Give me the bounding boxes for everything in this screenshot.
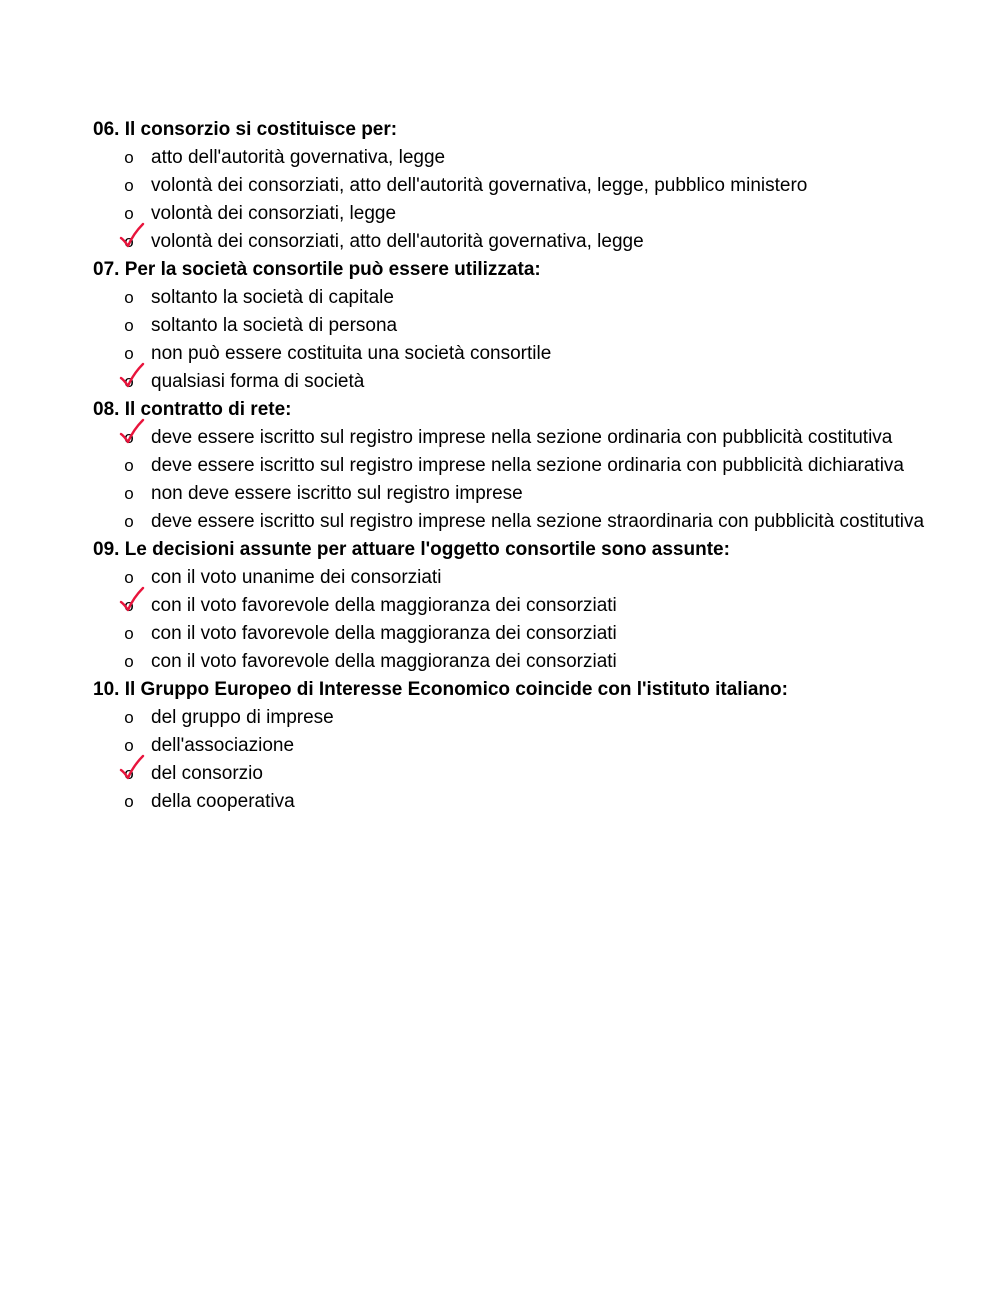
answer-option-text: volontà dei consorziati, atto dell'autorità governativa, legge, pubblico ministero <box>151 175 808 196</box>
red-checkmark-icon <box>119 362 145 390</box>
answer-option <box>93 620 953 648</box>
answer-option <box>93 480 953 508</box>
answer-option-text: con il voto favorevole della maggioranza dei consorziati <box>151 651 617 672</box>
answer-option-text: deve essere iscritto sul registro imprese nella sezione ordinaria con pubblicità dichiarativa <box>151 455 904 476</box>
question-block <box>93 536 953 676</box>
answer-option <box>93 228 953 256</box>
quiz-list <box>93 116 953 816</box>
question-title: 06. Il consorzio si costituisce per: <box>93 119 398 140</box>
question-block <box>93 396 953 536</box>
answer-option-text: della cooperativa <box>151 791 295 812</box>
answer-option <box>93 760 953 788</box>
answer-option <box>93 648 953 676</box>
answer-option-text: soltanto la società di persona <box>151 315 398 336</box>
answer-option-text: non deve essere iscritto sul registro imprese <box>151 483 523 504</box>
answer-option-text: del consorzio <box>151 763 263 784</box>
circle-bullet-icon: o <box>124 484 134 503</box>
answer-option <box>93 368 953 396</box>
circle-bullet-icon: o <box>124 792 134 811</box>
circle-bullet-icon: o <box>124 596 134 615</box>
answer-option-text: atto dell'autorità governativa, legge <box>151 147 446 168</box>
answer-option <box>93 732 953 760</box>
answer-options <box>93 424 953 536</box>
red-checkmark-icon <box>119 754 145 782</box>
answer-option-text: qualsiasi forma di società <box>151 371 365 392</box>
circle-bullet-icon: o <box>124 148 134 167</box>
answer-option-text: dell'associazione <box>151 735 295 756</box>
answer-option <box>93 172 953 200</box>
circle-bullet-icon: o <box>124 288 134 307</box>
answer-option <box>93 704 953 732</box>
circle-bullet-icon: o <box>124 204 134 223</box>
answer-option-text: con il voto unanime dei consorziati <box>151 567 442 588</box>
circle-bullet-icon: o <box>124 624 134 643</box>
answer-option-text: con il voto favorevole della maggioranza dei consorziati <box>151 595 617 616</box>
red-checkmark-icon <box>119 418 145 446</box>
red-checkmark-icon <box>119 222 145 250</box>
question-title: 07. Per la società consortile può essere utilizzata: <box>93 259 541 280</box>
answer-option <box>93 508 953 536</box>
question-title: 09. Le decisioni assunte per attuare l'oggetto consortile sono assunte: <box>93 539 730 560</box>
circle-bullet-icon: o <box>124 372 134 391</box>
answer-option <box>93 788 953 816</box>
answer-option-text: volontà dei consorziati, atto dell'autorità governativa, legge <box>151 231 644 252</box>
question-block <box>93 676 953 816</box>
answer-option-text: deve essere iscritto sul registro imprese nella sezione straordinaria con pubblicità costitutiva <box>151 511 925 532</box>
answer-options <box>93 284 953 396</box>
red-checkmark-icon <box>119 586 145 614</box>
circle-bullet-icon: o <box>124 176 134 195</box>
circle-bullet-icon: o <box>124 456 134 475</box>
answer-option <box>93 144 953 172</box>
circle-bullet-icon: o <box>124 568 134 587</box>
answer-option <box>93 592 953 620</box>
circle-bullet-icon: o <box>124 736 134 755</box>
question-title: 08. Il contratto di rete: <box>93 399 292 420</box>
circle-bullet-icon: o <box>124 652 134 671</box>
answer-options <box>93 144 953 256</box>
answer-option-text: volontà dei consorziati, legge <box>151 203 397 224</box>
answer-option <box>93 424 953 452</box>
question-title: 10. Il Gruppo Europeo di Interesse Economico coincide con l'istituto italiano: <box>93 679 788 700</box>
answer-options <box>93 564 953 676</box>
answer-option-text: con il voto favorevole della maggioranza dei consorziati <box>151 623 617 644</box>
answer-option-text: deve essere iscritto sul registro imprese nella sezione ordinaria con pubblicità costitutiva <box>151 427 893 448</box>
circle-bullet-icon: o <box>124 428 134 447</box>
circle-bullet-icon: o <box>124 764 134 783</box>
circle-bullet-icon: o <box>124 344 134 363</box>
question-block <box>93 256 953 396</box>
answer-option <box>93 564 953 592</box>
answer-option-text: del gruppo di imprese <box>151 707 334 728</box>
circle-bullet-icon: o <box>124 512 134 531</box>
answer-options <box>93 704 953 816</box>
answer-option <box>93 340 953 368</box>
answer-option <box>93 284 953 312</box>
answer-option <box>93 452 953 480</box>
question-block <box>93 116 953 256</box>
answer-option <box>93 200 953 228</box>
circle-bullet-icon: o <box>124 316 134 335</box>
circle-bullet-icon: o <box>124 232 134 251</box>
answer-option-text: soltanto la società di capitale <box>151 287 394 308</box>
circle-bullet-icon: o <box>124 708 134 727</box>
answer-option-text: non può essere costituita una società consortile <box>151 343 552 364</box>
answer-option <box>93 312 953 340</box>
